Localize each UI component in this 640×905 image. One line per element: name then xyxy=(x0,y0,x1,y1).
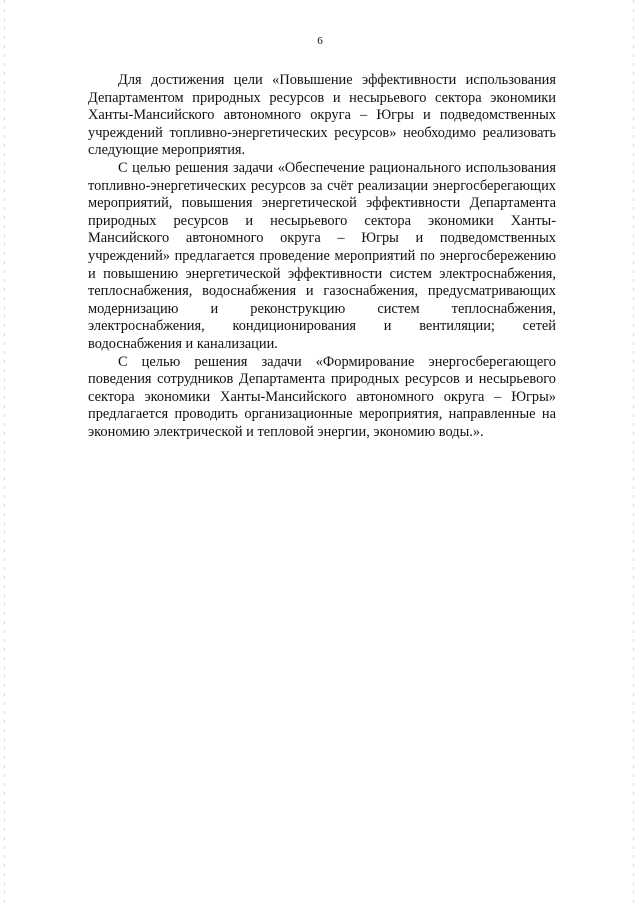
page-number: 6 xyxy=(317,35,323,47)
scan-edge-left xyxy=(4,0,5,905)
scan-edge-right xyxy=(633,0,634,905)
paragraph-task-resources: С целью решения задачи «Обеспечение рационального использования топливно-энергетических ресурсов за счёт реализации энергосберегающих мероприятий, повышения энергетической эффективности Департамента природных ресурсов и несырьевого сектора экономики Ханты-Мансийского автономного округа – Югры и подведомственных учреждений» предлагается проведение мероприятий по энергосбережению и повышению энергетической эффективности систем электроснабжения, теплоснабжения, водоснабжения и газоснабжения, предусматривающих модернизацию и реконструкцию систем теплоснабжения, электроснабжения, кондиционирования и вентиляции; сетей водоснабжения и канализации. xyxy=(88,159,556,352)
paragraph-task-behavior: С целью решения задачи «Формирование энергосберегающего поведения сотрудников Департамента природных ресурсов и несырьевого сектора экономики Ханты-Мансийского автономного округа – Югры» предлагается проводить организационные мероприятия, направленные на экономию электрической и тепловой энергии, экономию воды.». xyxy=(88,353,556,440)
document-body xyxy=(88,72,556,441)
paragraph-goal: Для достижения цели «Повышение эффективности использования Департаментом природных ресурсов и несырьевого сектора экономики Ханты-Мансийского автономного округа – Югры и подведомственных учреждений топливно-энергетических ресурсов» необходимо реализовать следующие мероприятия. xyxy=(88,72,556,159)
